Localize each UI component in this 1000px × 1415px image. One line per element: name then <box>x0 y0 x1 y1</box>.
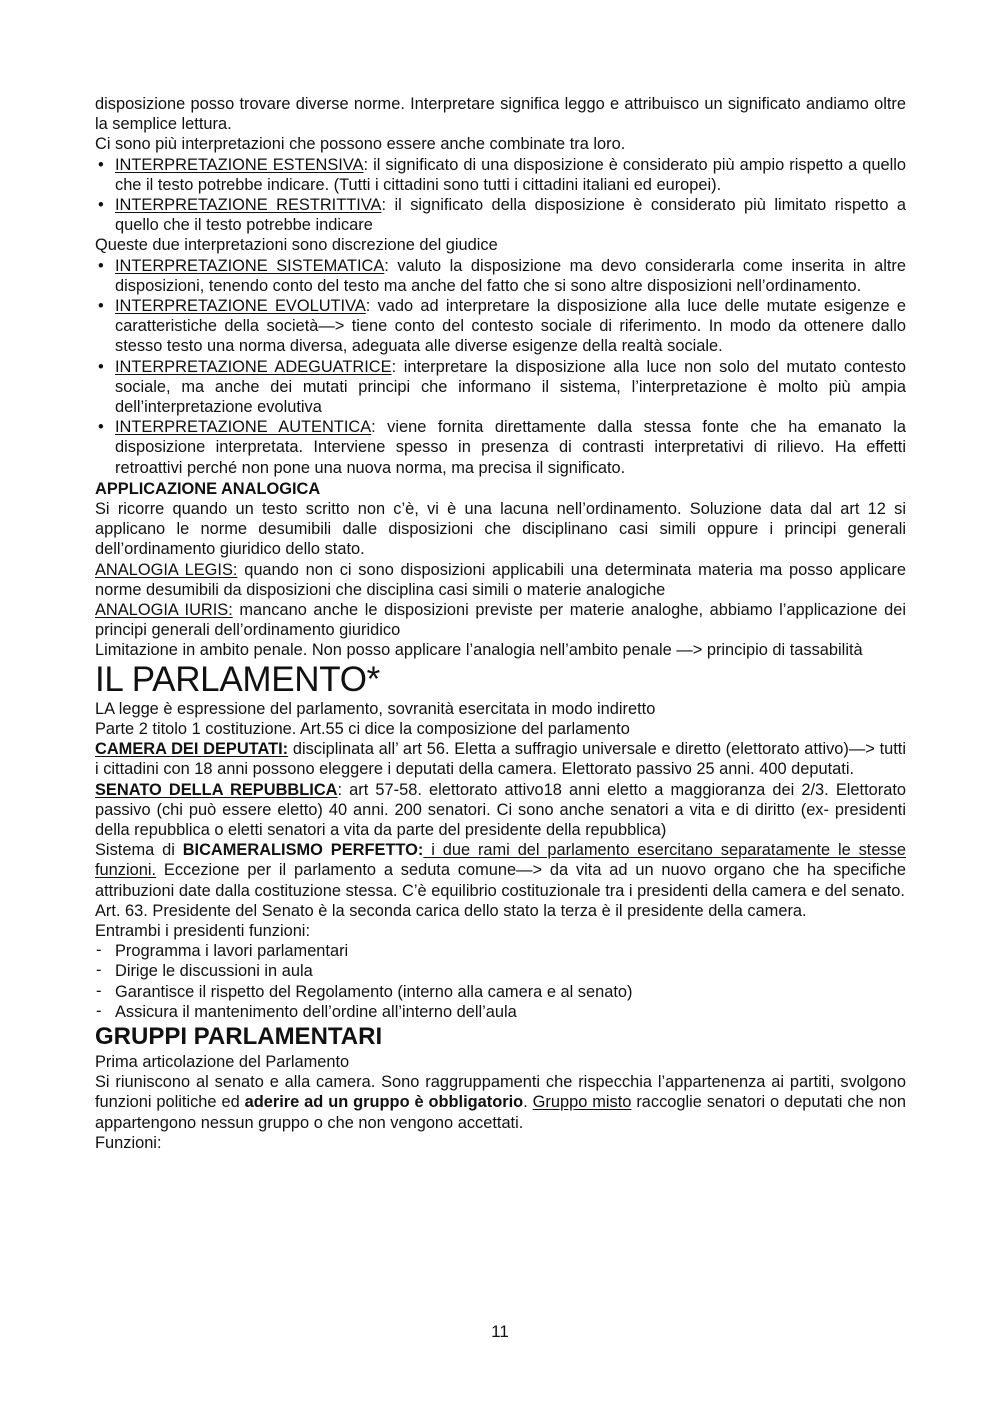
term: SENATO DELLA REPUBBLICA <box>95 780 338 799</box>
term: INTERPRETAZIONE SISTEMATICA <box>115 256 385 275</box>
term: CAMERA DEI DEPUTATI: <box>95 740 289 759</box>
term: INTERPRETAZIONE ESTENSIVA <box>115 155 364 174</box>
definition: disciplinata all’ art 56. Eletta a suffragio universale e diretto (elettorato attivo)—> tutti i cittadini con 18 anni possono eleggere i deputati della camera. Elettorato passivo 25 anni. 400 deputati. <box>95 740 906 779</box>
definition: : art 57-58. elettorato attivo18 anni eletto a maggioranza dei 2/3. Elettorato passivo (chi può essere eletto) 40 anni. 200 senatori. Ci sono anche senatori a vita e di diritto (ex- presidenti della repubblica o eletti senatori a vita da parte del presidente della repubblica) <box>95 780 906 839</box>
paragraph: Parte 2 titolo 1 costituzione. Art.55 ci dice la composizione del parlamento <box>95 719 630 738</box>
definition: : il significato di una disposizione è considerato più ampio rispetto a quello che il testo potrebbe indicare. (Tutti i cittadini sono tutti i cittadini italiani ed europei). <box>115 155 906 194</box>
chapter-heading: IL PARLAMENTO* <box>95 659 380 699</box>
term: INTERPRETAZIONE AUTENTICA <box>115 418 372 437</box>
intro-paragraph: Ci sono più interpretazioni che possono essere anche combinate tra loro. <box>95 135 626 154</box>
definition: quando non ci sono disposizioni applicabili una determinata materia ma posso applicare norme desumibili da disposizioni che disciplina casi simili o materie analogiche <box>95 560 906 599</box>
bullet-list <box>95 256 906 478</box>
term: ANALOGIA IURIS: <box>95 601 233 620</box>
paragraph <box>95 739 906 779</box>
bullet-list <box>95 155 906 236</box>
definition: : vado ad interpretare la disposizione alla luce delle mutate esigenze e caratteristiche della società—> tiene conto del contesto sociale di riferimento. In modo da ottenere dallo stesso testo una norma diversa, adeguata alle diverse esigenze della realtà sociale. <box>115 297 906 356</box>
list-item <box>95 417 906 478</box>
definition: Eccezione per il parlamento a seduta comune—> da vita ad un nuovo organo che ha specifiche attribuzioni date dalla costituzione stessa. C’è equilibrio costituzionale tra i presidenti della camera e del senato. <box>95 861 906 900</box>
paragraph: Funzioni: <box>95 1133 162 1152</box>
paragraph <box>95 600 906 640</box>
definition: : interpretare la disposizione alla luce non solo del mutato contesto sociale, ma anche dei mutati principi che informano il sistema, l’interpretazione è molto più ampia dell’interpretazione evolutiva <box>115 357 907 417</box>
term: BICAMERALISMO PERFETTO: <box>182 841 424 860</box>
paragraph: Limitazione in ambito penale. Non posso applicare l’analogia nell’ambito penale —> principio di tassabilità <box>95 641 863 660</box>
text: Sistema di <box>95 841 183 860</box>
underlined-text: i due rami del parlamento esercitano separatamente le stesse funzioni. <box>95 841 906 880</box>
section-heading: APPLICAZIONE ANALOGICA <box>95 479 321 498</box>
list-item <box>95 155 906 195</box>
document-page <box>95 94 906 1153</box>
text: raccoglie senatori o deputati che non appartengono nessun gruppo o che non vengono accettati. <box>95 1093 906 1132</box>
definition: : viene fornita direttamente dalla stessa fonte che ha emanato la disposizione interpretata. Interviene spesso in presenza di contrasti interpretativi di rilievo. Ha effetti retroattivi perché non pone una nuova norma, ma precisa il significato. <box>115 418 906 477</box>
paragraph <box>95 840 906 901</box>
paragraph <box>95 560 906 600</box>
paragraph: Si ricorre quando un testo scritto non c’è, vi è una lacuna nell’ordinamento. Soluzione data dal art 12 si applicano le norme desumibili dalle disposizioni che disciplinano casi simili oppure i principi generali dell’ordinamento giuridico dello stato. <box>95 500 906 559</box>
term: INTERPRETAZIONE EVOLUTIVA <box>115 297 366 316</box>
term: INTERPRETAZIONE ADEGUATRICE <box>115 357 392 376</box>
paragraph: LA legge è espressione del parlamento, sovranità esercitata in modo indiretto <box>95 699 656 718</box>
list-item: - Assicura il mantenimento dell’ordine all’interno dell’aula <box>95 1002 906 1022</box>
list-item <box>95 357 906 418</box>
intro-paragraph: disposizione posso trovare diverse norme. Interpretare significa leggo e attribuisco un significato andiamo oltre la semplice lettura. <box>95 95 906 134</box>
definition: mancano anche le disposizioni previste per materie analoghe, abbiamo l’applicazione dei principi generali dell’ordinamento giuridico <box>95 601 906 640</box>
list-item <box>95 296 906 357</box>
section-heading: GRUPPI PARLAMENTARI <box>95 1022 383 1050</box>
underlined-text: Gruppo misto <box>532 1093 632 1112</box>
page-number: 11 <box>491 1322 509 1341</box>
paragraph: Queste due interpretazioni sono discrezione del giudice <box>95 236 498 255</box>
list-item <box>95 256 906 296</box>
list-item <box>95 195 906 235</box>
definition: : il significato della disposizione è considerato più limitato rispetto a quello che il testo potrebbe indicare <box>115 196 906 235</box>
text: . <box>523 1093 533 1112</box>
paragraph: Entrambi i presidenti funzioni: <box>95 921 311 940</box>
definition: : valuto la disposizione ma devo considerarla come inserita in altre disposizioni, tenendo conto del testo ma anche del fatto che si sono altre disposizioni nell’ordinamento. <box>115 256 907 295</box>
list-item: - Garantisce il rispetto del Regolamento (interno alla camera e al senato) <box>95 982 906 1002</box>
bold-text: aderire ad un gruppo è obbligatorio <box>244 1093 524 1112</box>
text: Si riuniscono al senato e alla camera. Sono raggruppamenti che rispecchia l’appartenenza ai partiti, svolgono funzioni politiche ed <box>95 1073 906 1112</box>
dash-list <box>95 941 906 1022</box>
list-item: - Programma i lavori parlamentari <box>95 941 906 961</box>
paragraph: Art. 63. Presidente del Senato è la seconda carica dello stato la terza è il presidente della camera. <box>95 901 807 920</box>
paragraph <box>95 1072 906 1133</box>
term: INTERPRETAZIONE RESTRITTIVA <box>115 196 382 215</box>
list-item: - Dirige le discussioni in aula <box>95 961 906 981</box>
paragraph <box>95 780 906 841</box>
term: ANALOGIA LEGIS: <box>95 560 238 579</box>
paragraph: Prima articolazione del Parlamento <box>95 1052 350 1071</box>
